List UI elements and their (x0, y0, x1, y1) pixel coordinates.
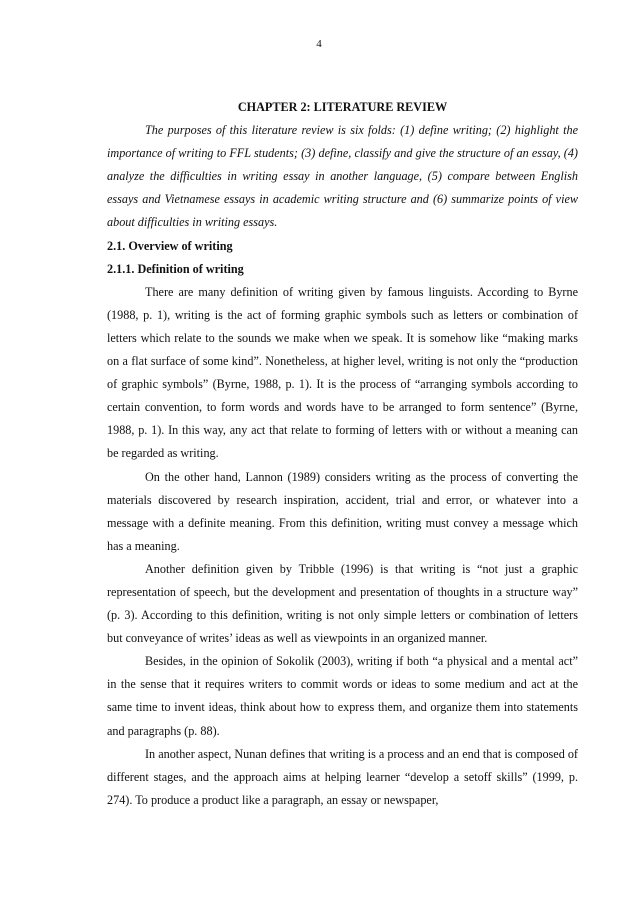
chapter-title: CHAPTER 2: LITERATURE REVIEW (237, 100, 448, 114)
page-number: 4 (316, 38, 322, 50)
body-paragraph: There are many definition of writing given by famous linguists. According to Byrne (1988, p. 1), writing is the act of forming graphic symbols such as letters or combination of letters which relate to the sounds we make when we speak. It is somehow like “making marks on a flat surface of some kind”. Nonetheless, at higher level, writing is not only the “production of graphic symbols” (Byrne, 1988, p. 1). It is the process of “arranging symbols according to certain convention, to form words and words have to be arranged to form sentence” (Byrne, 1988, p. 1). In this way, any act that relate to forming of letters with or without a meaning can be regarded as writing. (107, 284, 578, 461)
page-content (107, 96, 578, 812)
section-heading: 2.1. Overview of writing (107, 238, 233, 253)
body-paragraph: On the other hand, Lannon (1989) considers writing as the process of converting the materials discovered by research inspiration, accident, trial and error, or whatever into a message with a definite meaning. From this definition, writing must convey a message which has a meaning. (107, 469, 578, 553)
body-paragraph: Another definition given by Tribble (1996) is that writing is “not just a graphic representation of speech, but the development and presentation of thoughts in a structure way” (p. 3). According to this definition, writing is not only simple letters or combination of letters but conveyance of writes’ ideas as well as viewpoints in an organized manner. (107, 561, 578, 646)
subsection-heading: 2.1.1. Definition of writing (107, 261, 244, 276)
intro-paragraph: The purposes of this literature review is six folds: (1) define writing; (2) highlight the importance of writing to FFL students; (3) define, classify and give the structure of an essay, (4) analyze the difficulties in writing essay in another language, (5) compare between English essays and Vietnamese essays in academic writing structure and (6) summarize points of view about difficulties in writing essays. (107, 123, 578, 230)
body-paragraph: In another aspect, Nunan defines that writing is a process and an end that is composed of different stages, and the approach aims at helping learner “develop a setoff skills” (1999, p. 274). To produce a product like a paragraph, an essay or newspaper, (107, 746, 578, 807)
body-paragraph: Besides, in the opinion of Sokolik (2003), writing if both “a physical and a mental act” in the sense that it requires writers to commit words or ideas to some medium and act at the same time to invent ideas, think about how to express them, and organize them into statements and paragraphs (p. 88). (107, 654, 578, 738)
